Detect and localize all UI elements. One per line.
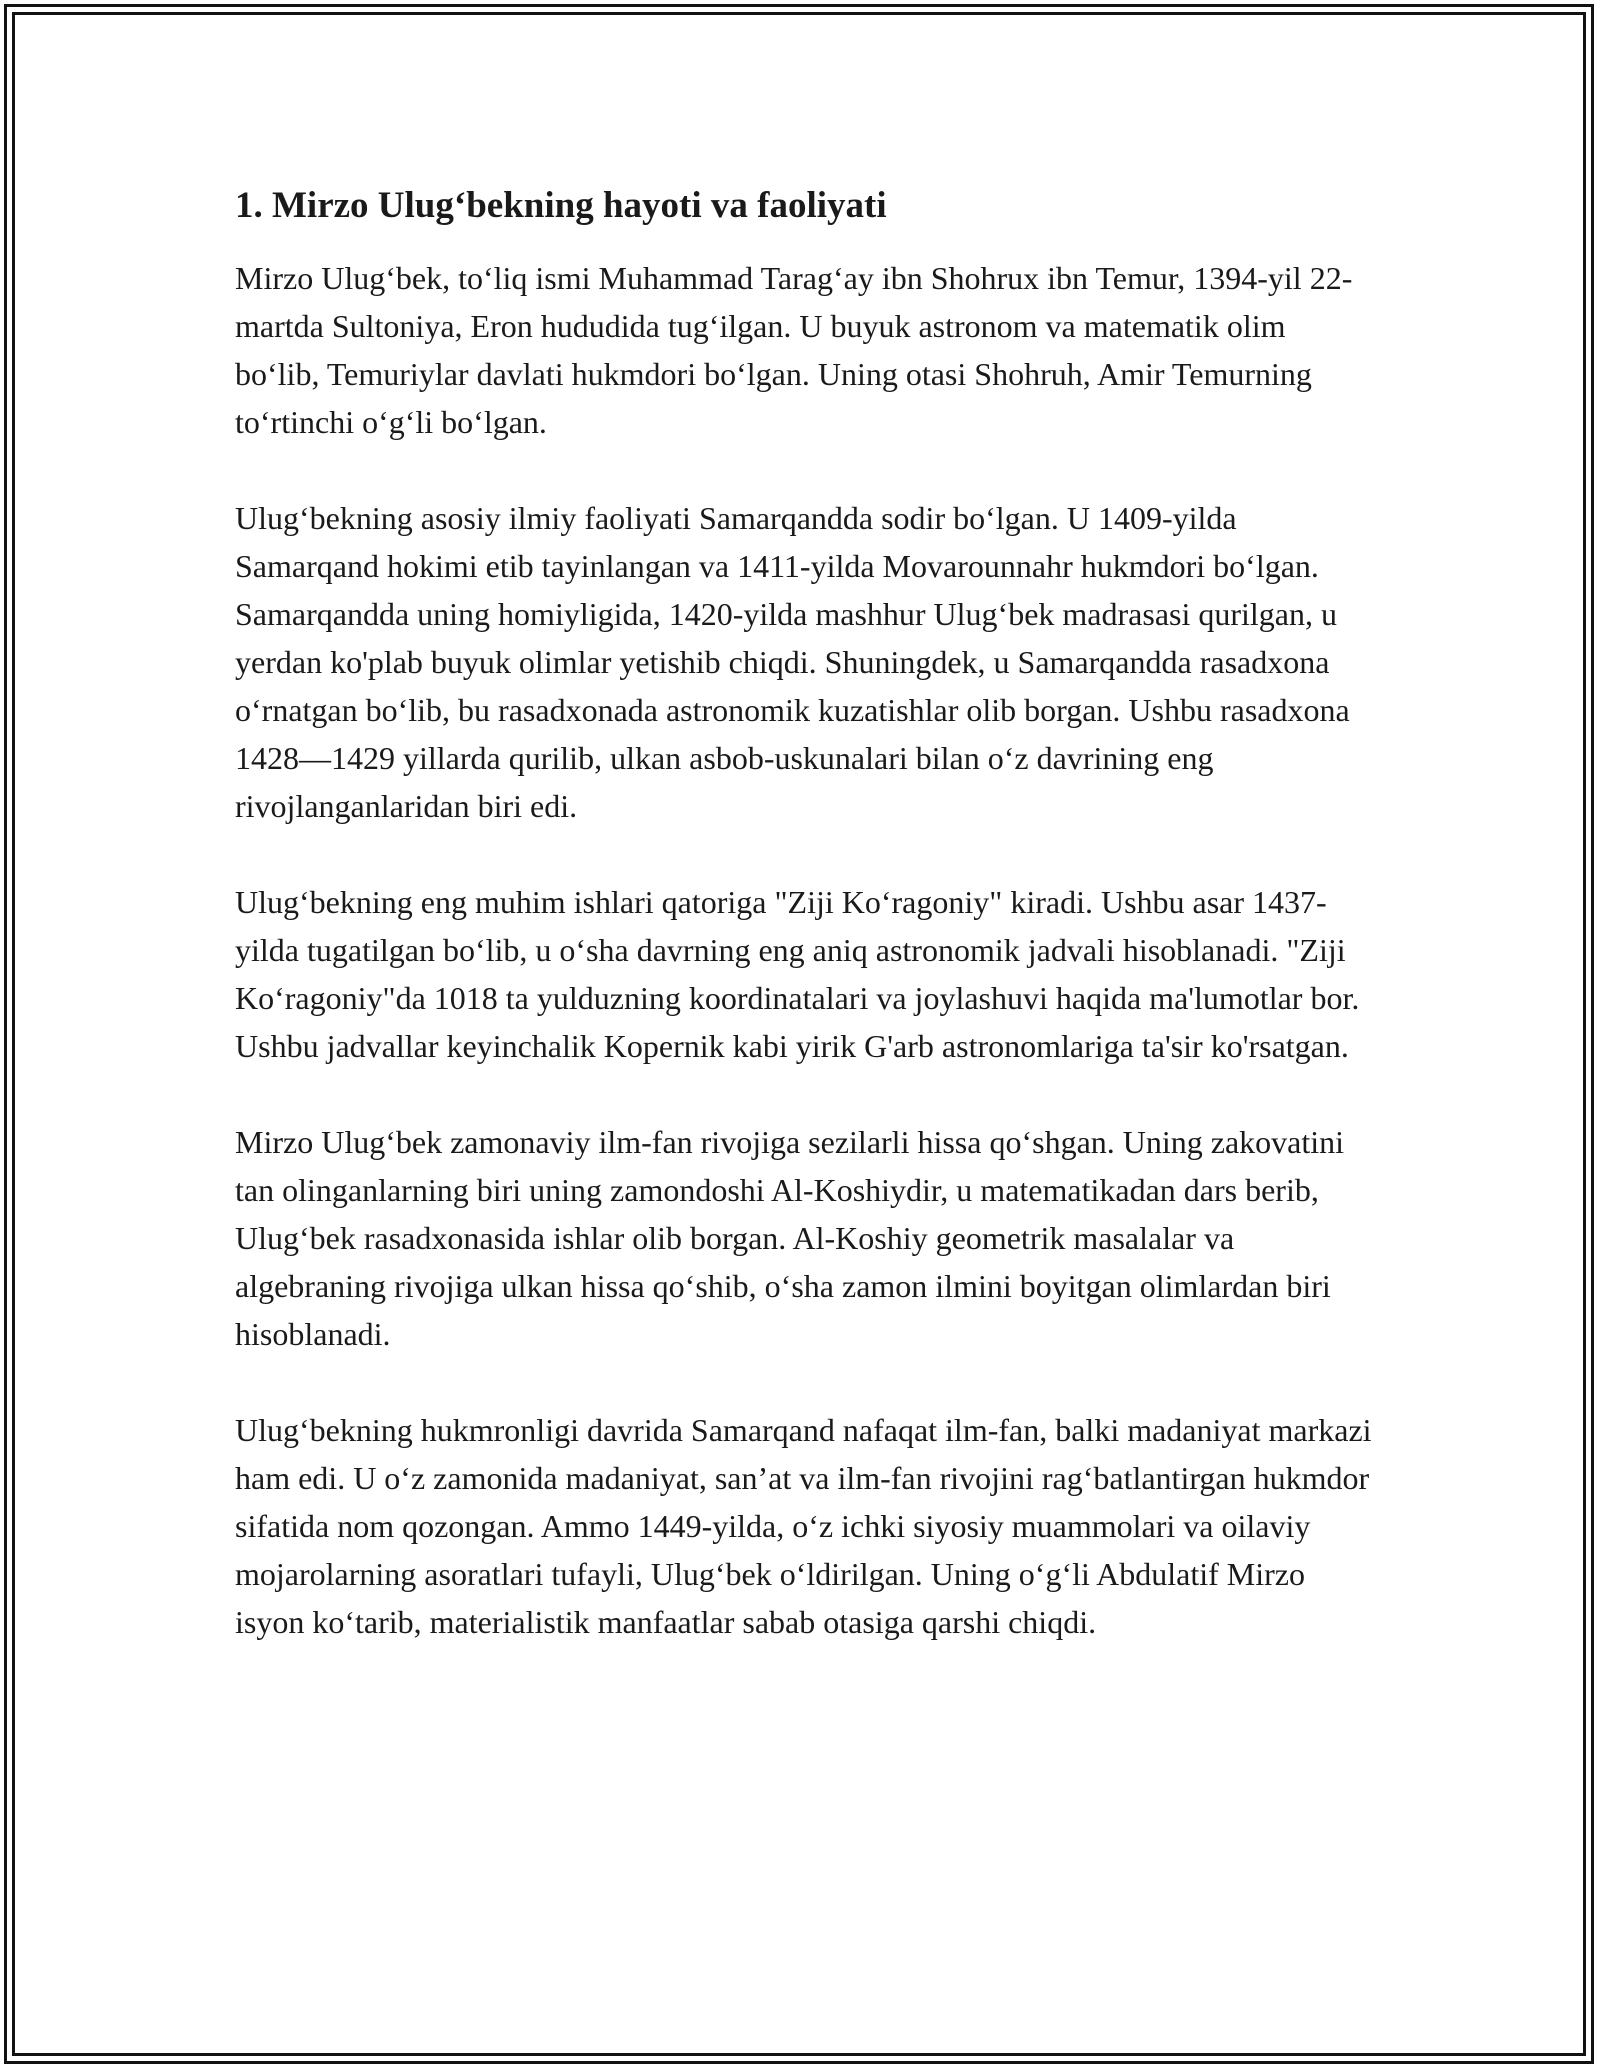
paragraph-reign-and-death: Ulug‘bekning hukmronligi davrida Samarqand nafaqat ilm-fan, balki madaniyat markazi ham edi. U o‘z zamonida madaniyat, san’at va ilm-fan rivojini rag‘batlantirgan hukmdor sifatida nom qozongan. Ammo 1449-yilda, o‘z ichki siyosiy muammolari va oilaviy mojarolarning asoratlari tufayli, Ulug‘bek o‘ldirilgan. Uning o‘g‘li Abdulatif Mirzo isyon ko‘tarib, materialistik manfaatlar sabab otasiga qarshi chiqdi. [235, 1412, 1372, 1641]
paragraph-scientific-contribution: Mirzo Ulug‘bek zamonaviy ilm-fan rivojiga sezilarli hissa qo‘shgan. Uning zakovatini tan olinganlarning biri uning zamondoshi Al-Koshiydir, u matematikadan dars berib, Ulug‘bek rasadxonasida ishlar olib borgan. Al-Koshiy geometrik masalalar va algebraning rivojiga ulkan hissa qo‘shib, o‘sha zamon ilmini boyitgan olimlardan biri hisoblanadi. [235, 1124, 1345, 1353]
paragraph-early-life: Mirzo Ulug‘bek, to‘liq ismi Muhammad Tarag‘ay ibn Shohrux ibn Temur, 1394-yil 22-martda Sultoniya, Eron hududida tug‘ilgan. U buyuk astronom va matematik olim bo‘lib, Temuriylar davlati hukmdori bo‘lgan. Uning otasi Shohruh, Amir Temurning to‘rtinchi o‘g‘li bo‘lgan. [235, 260, 1353, 441]
paragraph-ziji-koragoniy: Ulug‘bekning eng muhim ishlari qatoriga "Ziji Ko‘ragoniy" kiradi. Ushbu asar 1437-yilda tugatilgan bo‘lib, u o‘sha davrning eng aniq astronomik jadvali hisoblanadi. "Ziji Ko‘ragoniy"da 1018 ta yulduzning koordinatalari va joylashuvi haqida ma'lumotlar bor. Ushbu jadvallar keyinchalik Kopernik kabi yirik G'arb astronomlariga ta'sir ko'rsatgan. [235, 884, 1360, 1065]
document-body [235, 182, 1375, 1646]
paragraph-samarkand-activity: Ulug‘bekning asosiy ilmiy faoliyati Samarqandda sodir bo‘lgan. U 1409-yilda Samarqand hokimi etib tayinlangan va 1411-yilda Movarounnahr hukmdori bo‘lgan. Samarqandda uning homiyligida, 1420-yilda mashhur Ulug‘bek madrasasi qurilgan, u yerdan ko'plab buyuk olimlar yetishib chiqdi. Shuningdek, u Samarqandda rasadxona o‘rnatgan bo‘lib, bu rasadxonada astronomik kuzatishlar olib borgan. Ushbu rasadxona 1428—1429 yillarda qurilib, ulkan asbob-uskunalari bilan o‘z davrining eng rivojlanganlaridan biri edi. [235, 500, 1350, 825]
section-heading: 1. Mirzo Ulug‘bekning hayoti va faoliyati [235, 185, 887, 226]
